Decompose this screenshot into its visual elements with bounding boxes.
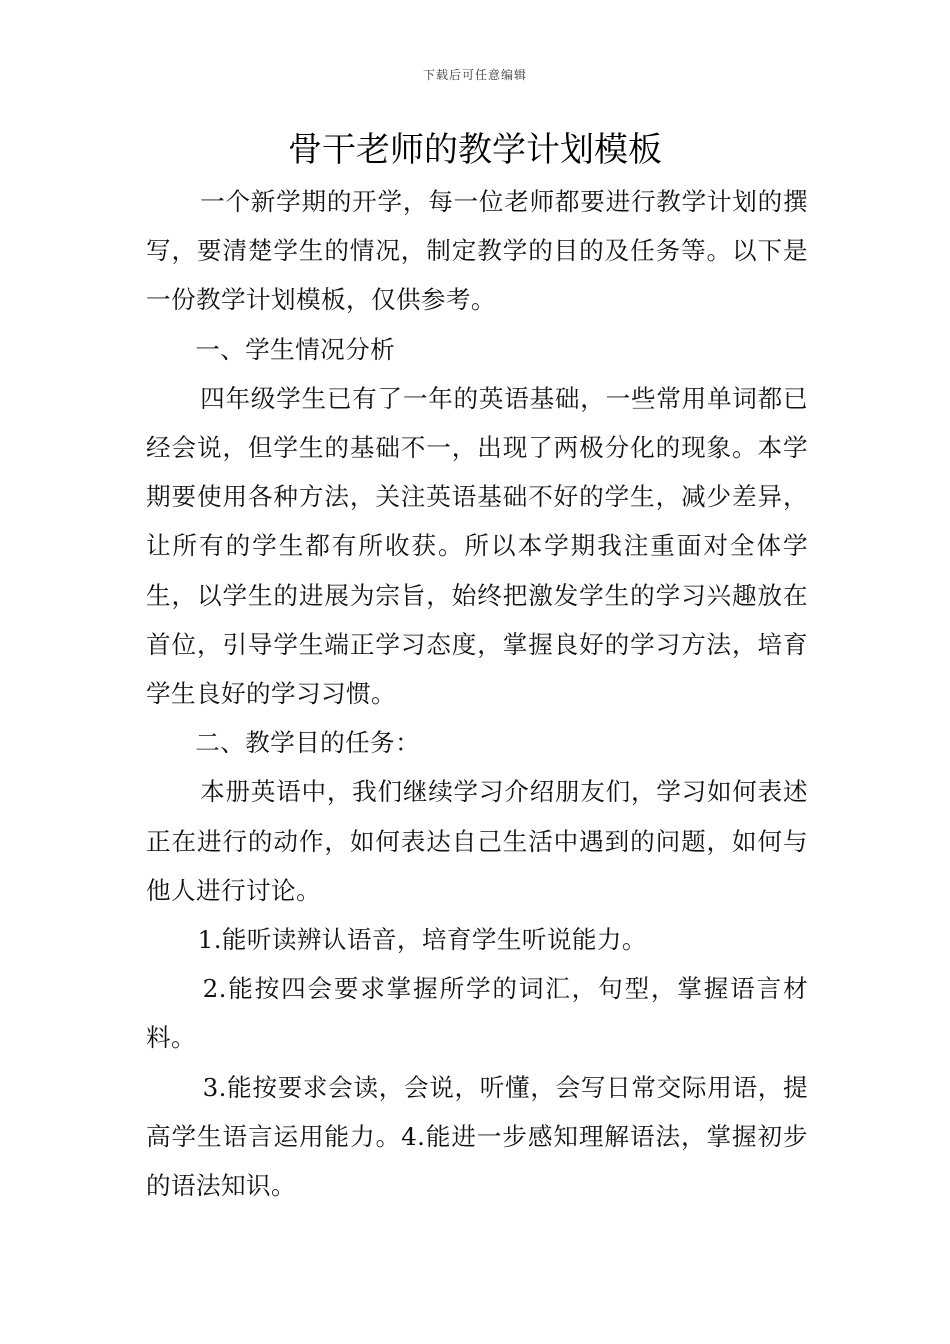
student-analysis-paragraph: 四年级学生已有了一年的英语基础，一些常用单词都已经会说，但学生的基础不一，出现了两极分化的现象。本学期要使用各种方法，关注英语基础不好的学生，减少差异，让所有的学生都有所收获。所以本学期我注重面对全体学生，以学生的进展为宗旨，始终把激发学生的学习兴趣放在首位，引导学生端正学习态度，掌握良好的学习方法，培育学生良好的学习习惯。 bbox=[146, 383, 808, 709]
intro-paragraph: 一个新学期的开学，每一位老师都要进行教学计划的撰写，要清楚学生的情况，制定教学的目的及任务等。以下是一份教学计划模板，仅供参考。 bbox=[146, 187, 808, 315]
goal-item-1: 1.能听读辨认语音，培育学生听说能力。 bbox=[197, 925, 647, 955]
document-body bbox=[146, 177, 808, 1210]
header-note: 下载后可任意编辑 bbox=[422, 68, 527, 82]
goal-item-3-4: 3.能按要求会读，会说，听懂，会写日常交际用语，提高学生语言运用能力。4.能进一步感知理解语法，掌握初步的语法知识。 bbox=[146, 1072, 808, 1201]
section-heading-student-analysis: 一、学生情况分析 bbox=[195, 334, 396, 364]
teaching-goals-paragraph: 本册英语中，我们继续学习介绍朋友们，学习如何表述正在进行的动作，如何表达自己生活中遇到的问题，如何与他人进行讨论。 bbox=[146, 777, 808, 905]
section-heading-teaching-goals: 二、教学目的任务： bbox=[195, 728, 421, 758]
goal-item-2: 2.能按四会要求掌握所学的词汇，句型，掌握语言材料。 bbox=[146, 974, 808, 1053]
document-title: 骨干老师的教学计划模板 bbox=[288, 130, 662, 170]
